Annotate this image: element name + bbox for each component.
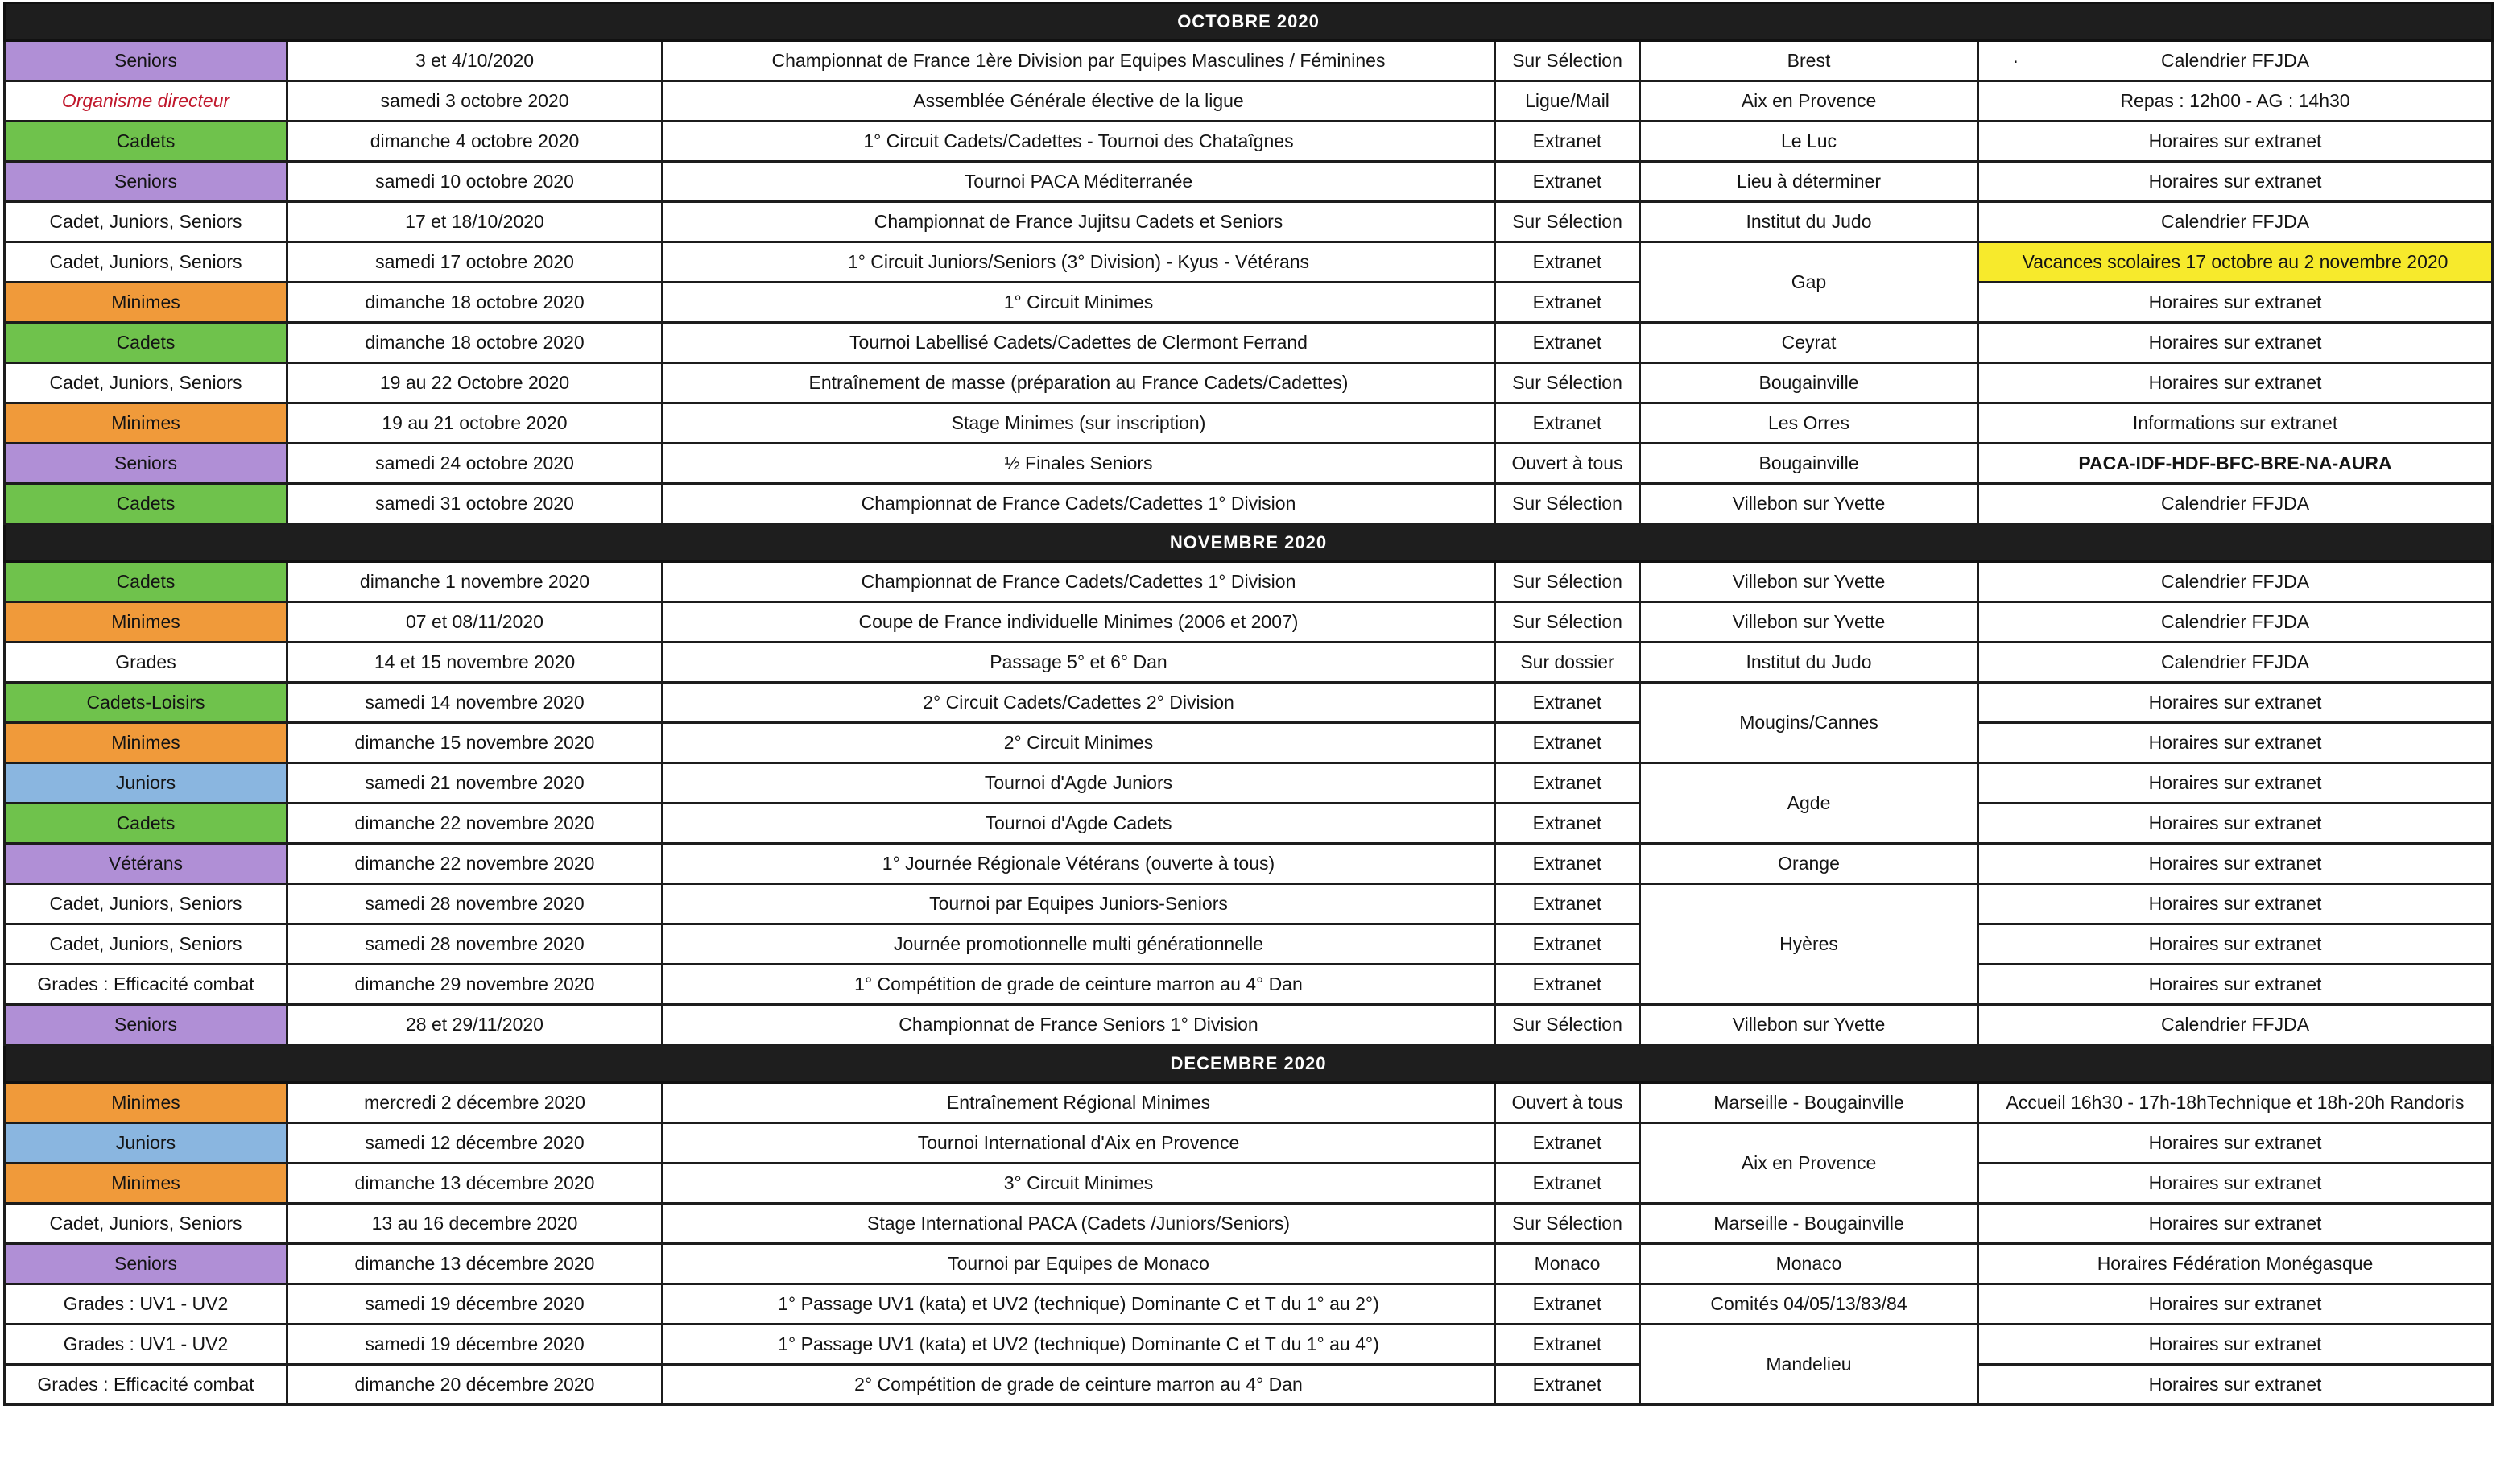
info-cell: Horaires sur extranet [1978,323,2493,363]
event-row [5,122,2493,162]
event-row [5,323,2493,363]
access-cell: Ligue/Mail [1495,81,1640,122]
category-cell: Cadets [5,323,287,363]
date-cell: samedi 21 novembre 2020 [287,763,663,804]
category-cell: Seniors [5,1244,287,1284]
event-row [5,924,2493,965]
access-cell: Extranet [1495,924,1640,965]
category-cell: Cadet, Juniors, Seniors [5,924,287,965]
event-cell: Championnat de France Cadets/Cadettes 1° Division [663,562,1495,602]
category-cell: Cadet, Juniors, Seniors [5,363,287,403]
access-cell: Sur Sélection [1495,562,1640,602]
info-cell: Calendrier FFJDA [1978,41,2493,81]
event-cell: 1° Compétition de grade de ceinture marron au 4° Dan [663,965,1495,1005]
info-cell: Horaires sur extranet [1978,683,2493,723]
month-title: DECEMBRE 2020 [5,1045,2493,1083]
place-cell: Aix en Provence [1640,1123,1978,1204]
event-row [5,804,2493,844]
event-row [5,283,2493,323]
info-cell: Calendrier FFJDA [1978,484,2493,524]
place-cell: Le Luc [1640,122,1978,162]
event-cell: Stage Minimes (sur inscription) [663,403,1495,444]
info-cell: Horaires sur extranet [1978,1365,2493,1405]
month-header-row [5,3,2493,41]
date-cell: dimanche 22 novembre 2020 [287,804,663,844]
place-cell: Monaco [1640,1244,1978,1284]
event-cell: 1° Circuit Juniors/Seniors (3° Division) - Kyus - Vétérans [663,242,1495,283]
event-cell: 2° Circuit Minimes [663,723,1495,763]
date-cell: samedi 12 décembre 2020 [287,1123,663,1164]
category-cell: Minimes [5,723,287,763]
event-cell: Journée promotionnelle multi générationnelle [663,924,1495,965]
info-cell: Horaires sur extranet [1978,363,2493,403]
event-cell: Tournoi par Equipes de Monaco [663,1244,1495,1284]
event-row [5,1284,2493,1325]
place-cell: Marseille - Bougainville [1640,1083,1978,1123]
info-cell: Horaires sur extranet [1978,1204,2493,1244]
category-cell: Cadets [5,562,287,602]
date-cell: dimanche 20 décembre 2020 [287,1365,663,1405]
category-cell: Minimes [5,1164,287,1204]
place-cell: Bougainville [1640,444,1978,484]
date-cell: samedi 31 octobre 2020 [287,484,663,524]
info-cell: Horaires sur extranet [1978,162,2493,202]
date-cell: samedi 10 octobre 2020 [287,162,663,202]
category-cell: Minimes [5,602,287,643]
access-cell: Extranet [1495,844,1640,884]
access-cell: Extranet [1495,162,1640,202]
category-cell: Cadet, Juniors, Seniors [5,1204,287,1244]
access-cell: Extranet [1495,403,1640,444]
category-cell: Cadets-Loisirs [5,683,287,723]
info-cell: Accueil 16h30 - 17h-18hTechnique et 18h-20h Randoris [1978,1083,2493,1123]
place-cell: Villebon sur Yvette [1640,602,1978,643]
event-cell: Tournoi par Equipes Juniors-Seniors [663,884,1495,924]
info-cell: Horaires sur extranet [1978,844,2493,884]
place-cell: Lieu à déterminer [1640,162,1978,202]
access-cell: Extranet [1495,122,1640,162]
date-cell: samedi 14 novembre 2020 [287,683,663,723]
event-row [5,1365,2493,1405]
place-cell: Villebon sur Yvette [1640,562,1978,602]
event-cell: Tournoi International d'Aix en Provence [663,1123,1495,1164]
category-cell: Vétérans [5,844,287,884]
access-cell: Extranet [1495,884,1640,924]
event-cell: 2° Compétition de grade de ceinture marron au 4° Dan [663,1365,1495,1405]
event-row [5,1005,2493,1045]
info-cell: Horaires sur extranet [1978,884,2493,924]
date-cell: dimanche 13 décembre 2020 [287,1164,663,1204]
access-cell: Sur Sélection [1495,484,1640,524]
place-cell: Les Orres [1640,403,1978,444]
access-cell: Extranet [1495,763,1640,804]
place-cell: Institut du Judo [1640,643,1978,683]
date-cell: dimanche 18 octobre 2020 [287,283,663,323]
access-cell: Extranet [1495,1123,1640,1164]
place-cell: Mougins/Cannes [1640,683,1978,763]
place-cell: Comités 04/05/13/83/84 [1640,1284,1978,1325]
event-cell: Coupe de France individuelle Minimes (2006 et 2007) [663,602,1495,643]
category-cell: Cadets [5,804,287,844]
date-cell: 19 au 21 octobre 2020 [287,403,663,444]
category-cell: Cadet, Juniors, Seniors [5,202,287,242]
access-cell: Sur dossier [1495,643,1640,683]
access-cell: Extranet [1495,1284,1640,1325]
event-row [5,444,2493,484]
place-cell: Mandelieu [1640,1325,1978,1405]
date-cell: samedi 19 décembre 2020 [287,1284,663,1325]
event-row [5,683,2493,723]
info-cell: Calendrier FFJDA [1978,643,2493,683]
access-cell: Extranet [1495,723,1640,763]
access-cell: Sur Sélection [1495,41,1640,81]
date-cell: 28 et 29/11/2020 [287,1005,663,1045]
event-row [5,884,2493,924]
access-cell: Extranet [1495,1365,1640,1405]
info-cell: Horaires sur extranet [1978,1164,2493,1204]
access-cell: Sur Sélection [1495,1005,1640,1045]
category-cell: Grades : UV1 - UV2 [5,1325,287,1365]
event-cell: 1° Passage UV1 (kata) et UV2 (technique) Dominante C et T du 1° au 4°) [663,1325,1495,1365]
info-cell: Horaires sur extranet [1978,1284,2493,1325]
category-cell: Seniors [5,1005,287,1045]
event-row [5,1325,2493,1365]
info-cell: PACA-IDF-HDF-BFC-BRE-NA-AURA [1978,444,2493,484]
category-cell: Grades : UV1 - UV2 [5,1284,287,1325]
date-cell: 07 et 08/11/2020 [287,602,663,643]
access-cell: Extranet [1495,283,1640,323]
info-cell: Horaires sur extranet [1978,1123,2493,1164]
event-cell: Assemblée Générale élective de la ligue [663,81,1495,122]
info-cell: Horaires sur extranet [1978,763,2493,804]
event-row [5,1083,2493,1123]
stray-dot-mark: . [2013,46,2019,68]
category-cell: Cadet, Juniors, Seniors [5,884,287,924]
date-cell: 19 au 22 Octobre 2020 [287,363,663,403]
info-cell: Horaires sur extranet [1978,1325,2493,1365]
event-row [5,562,2493,602]
category-cell: Minimes [5,1083,287,1123]
event-row [5,723,2493,763]
event-row [5,1164,2493,1204]
event-cell: 1° Circuit Minimes [663,283,1495,323]
access-cell: Extranet [1495,242,1640,283]
month-title: NOVEMBRE 2020 [5,524,2493,562]
month-header-row [5,524,2493,562]
event-cell: Entraînement de masse (préparation au France Cadets/Cadettes) [663,363,1495,403]
info-cell: Horaires sur extranet [1978,965,2493,1005]
date-cell: samedi 28 novembre 2020 [287,884,663,924]
event-row [5,41,2493,81]
event-row [5,202,2493,242]
event-cell: Championnat de France Jujitsu Cadets et Seniors [663,202,1495,242]
event-row [5,363,2493,403]
date-cell: dimanche 22 novembre 2020 [287,844,663,884]
event-row [5,403,2493,444]
date-cell: samedi 28 novembre 2020 [287,924,663,965]
category-cell: Cadets [5,122,287,162]
event-cell: Tournoi d'Agde Cadets [663,804,1495,844]
event-cell: 1° Journée Régionale Vétérans (ouverte à tous) [663,844,1495,884]
access-cell: Ouvert à tous [1495,1083,1640,1123]
event-row [5,1204,2493,1244]
month-header-row [5,1045,2493,1083]
place-cell: Hyères [1640,884,1978,1005]
place-cell: Agde [1640,763,1978,844]
place-cell: Bougainville [1640,363,1978,403]
info-cell: Calendrier FFJDA [1978,202,2493,242]
category-cell: Juniors [5,1123,287,1164]
date-cell: dimanche 15 novembre 2020 [287,723,663,763]
category-cell: Cadets [5,484,287,524]
date-cell: 17 et 18/10/2020 [287,202,663,242]
category-cell: Grades : Efficacité combat [5,1365,287,1405]
date-cell: samedi 19 décembre 2020 [287,1325,663,1365]
calendar-table [3,2,2494,1406]
access-cell: Extranet [1495,323,1640,363]
place-cell: Ceyrat [1640,323,1978,363]
date-cell: 13 au 16 decembre 2020 [287,1204,663,1244]
place-cell: Brest [1640,41,1978,81]
category-cell: Seniors [5,162,287,202]
info-cell: Horaires sur extranet [1978,804,2493,844]
category-cell: Grades [5,643,287,683]
event-row [5,1123,2493,1164]
access-cell: Sur Sélection [1495,202,1640,242]
date-cell: dimanche 18 octobre 2020 [287,323,663,363]
event-row [5,602,2493,643]
event-row [5,484,2493,524]
date-cell: 3 et 4/10/2020 [287,41,663,81]
info-cell: Calendrier FFJDA [1978,602,2493,643]
access-cell: Extranet [1495,1325,1640,1365]
month-title: OCTOBRE 2020 [5,3,2493,41]
info-cell: Horaires sur extranet [1978,283,2493,323]
category-cell: Cadet, Juniors, Seniors [5,242,287,283]
date-cell: dimanche 1 novembre 2020 [287,562,663,602]
category-cell: Minimes [5,283,287,323]
event-cell: Passage 5° et 6° Dan [663,643,1495,683]
date-cell: samedi 3 octobre 2020 [287,81,663,122]
info-cell: Horaires sur extranet [1978,122,2493,162]
event-cell: 1° Passage UV1 (kata) et UV2 (technique) Dominante C et T du 1° au 2°) [663,1284,1495,1325]
event-cell: Entraînement Régional Minimes [663,1083,1495,1123]
category-cell: Grades : Efficacité combat [5,965,287,1005]
place-cell: Institut du Judo [1640,202,1978,242]
event-row [5,81,2493,122]
access-cell: Extranet [1495,1164,1640,1204]
category-cell: Organisme directeur [5,81,287,122]
info-cell: Horaires Fédération Monégasque [1978,1244,2493,1284]
event-cell: 1° Circuit Cadets/Cadettes - Tournoi des Chataîgnes [663,122,1495,162]
event-cell: 3° Circuit Minimes [663,1164,1495,1204]
place-cell: Aix en Provence [1640,81,1978,122]
place-cell: Orange [1640,844,1978,884]
category-cell: Seniors [5,444,287,484]
event-cell: 2° Circuit Cadets/Cadettes 2° Division [663,683,1495,723]
date-cell: mercredi 2 décembre 2020 [287,1083,663,1123]
info-cell: Vacances scolaires 17 octobre au 2 novembre 2020 [1978,242,2493,283]
access-cell: Sur Sélection [1495,602,1640,643]
place-cell: Villebon sur Yvette [1640,1005,1978,1045]
info-cell: Horaires sur extranet [1978,723,2493,763]
info-cell: Horaires sur extranet [1978,924,2493,965]
event-row [5,844,2493,884]
category-cell: Seniors [5,41,287,81]
place-cell: Gap [1640,242,1978,323]
date-cell: 14 et 15 novembre 2020 [287,643,663,683]
access-cell: Sur Sélection [1495,363,1640,403]
category-cell: Juniors [5,763,287,804]
event-row [5,965,2493,1005]
access-cell: Sur Sélection [1495,1204,1640,1244]
event-cell: Tournoi PACA Méditerranée [663,162,1495,202]
event-cell: Championnat de France Cadets/Cadettes 1° Division [663,484,1495,524]
info-cell: Informations sur extranet [1978,403,2493,444]
place-cell: Villebon sur Yvette [1640,484,1978,524]
info-cell: Calendrier FFJDA [1978,1005,2493,1045]
access-cell: Extranet [1495,804,1640,844]
access-cell: Ouvert à tous [1495,444,1640,484]
place-cell: Marseille - Bougainville [1640,1204,1978,1244]
access-cell: Extranet [1495,965,1640,1005]
info-cell: Calendrier FFJDA [1978,562,2493,602]
event-cell: Championnat de France Seniors 1° Division [663,1005,1495,1045]
access-cell: Monaco [1495,1244,1640,1284]
date-cell: dimanche 13 décembre 2020 [287,1244,663,1284]
info-cell: Repas : 12h00 - AG : 14h30 [1978,81,2493,122]
event-cell: ½ Finales Seniors [663,444,1495,484]
event-row [5,763,2493,804]
date-cell: dimanche 4 octobre 2020 [287,122,663,162]
event-cell: Tournoi Labellisé Cadets/Cadettes de Clermont Ferrand [663,323,1495,363]
date-cell: dimanche 29 novembre 2020 [287,965,663,1005]
event-cell: Championnat de France 1ère Division par Equipes Masculines / Féminines [663,41,1495,81]
event-row [5,162,2493,202]
event-row [5,643,2493,683]
date-cell: samedi 24 octobre 2020 [287,444,663,484]
event-row [5,242,2493,283]
date-cell: samedi 17 octobre 2020 [287,242,663,283]
event-row [5,1244,2493,1284]
access-cell: Extranet [1495,683,1640,723]
event-cell: Tournoi d'Agde Juniors [663,763,1495,804]
event-cell: Stage International PACA (Cadets /Juniors/Seniors) [663,1204,1495,1244]
category-cell: Minimes [5,403,287,444]
